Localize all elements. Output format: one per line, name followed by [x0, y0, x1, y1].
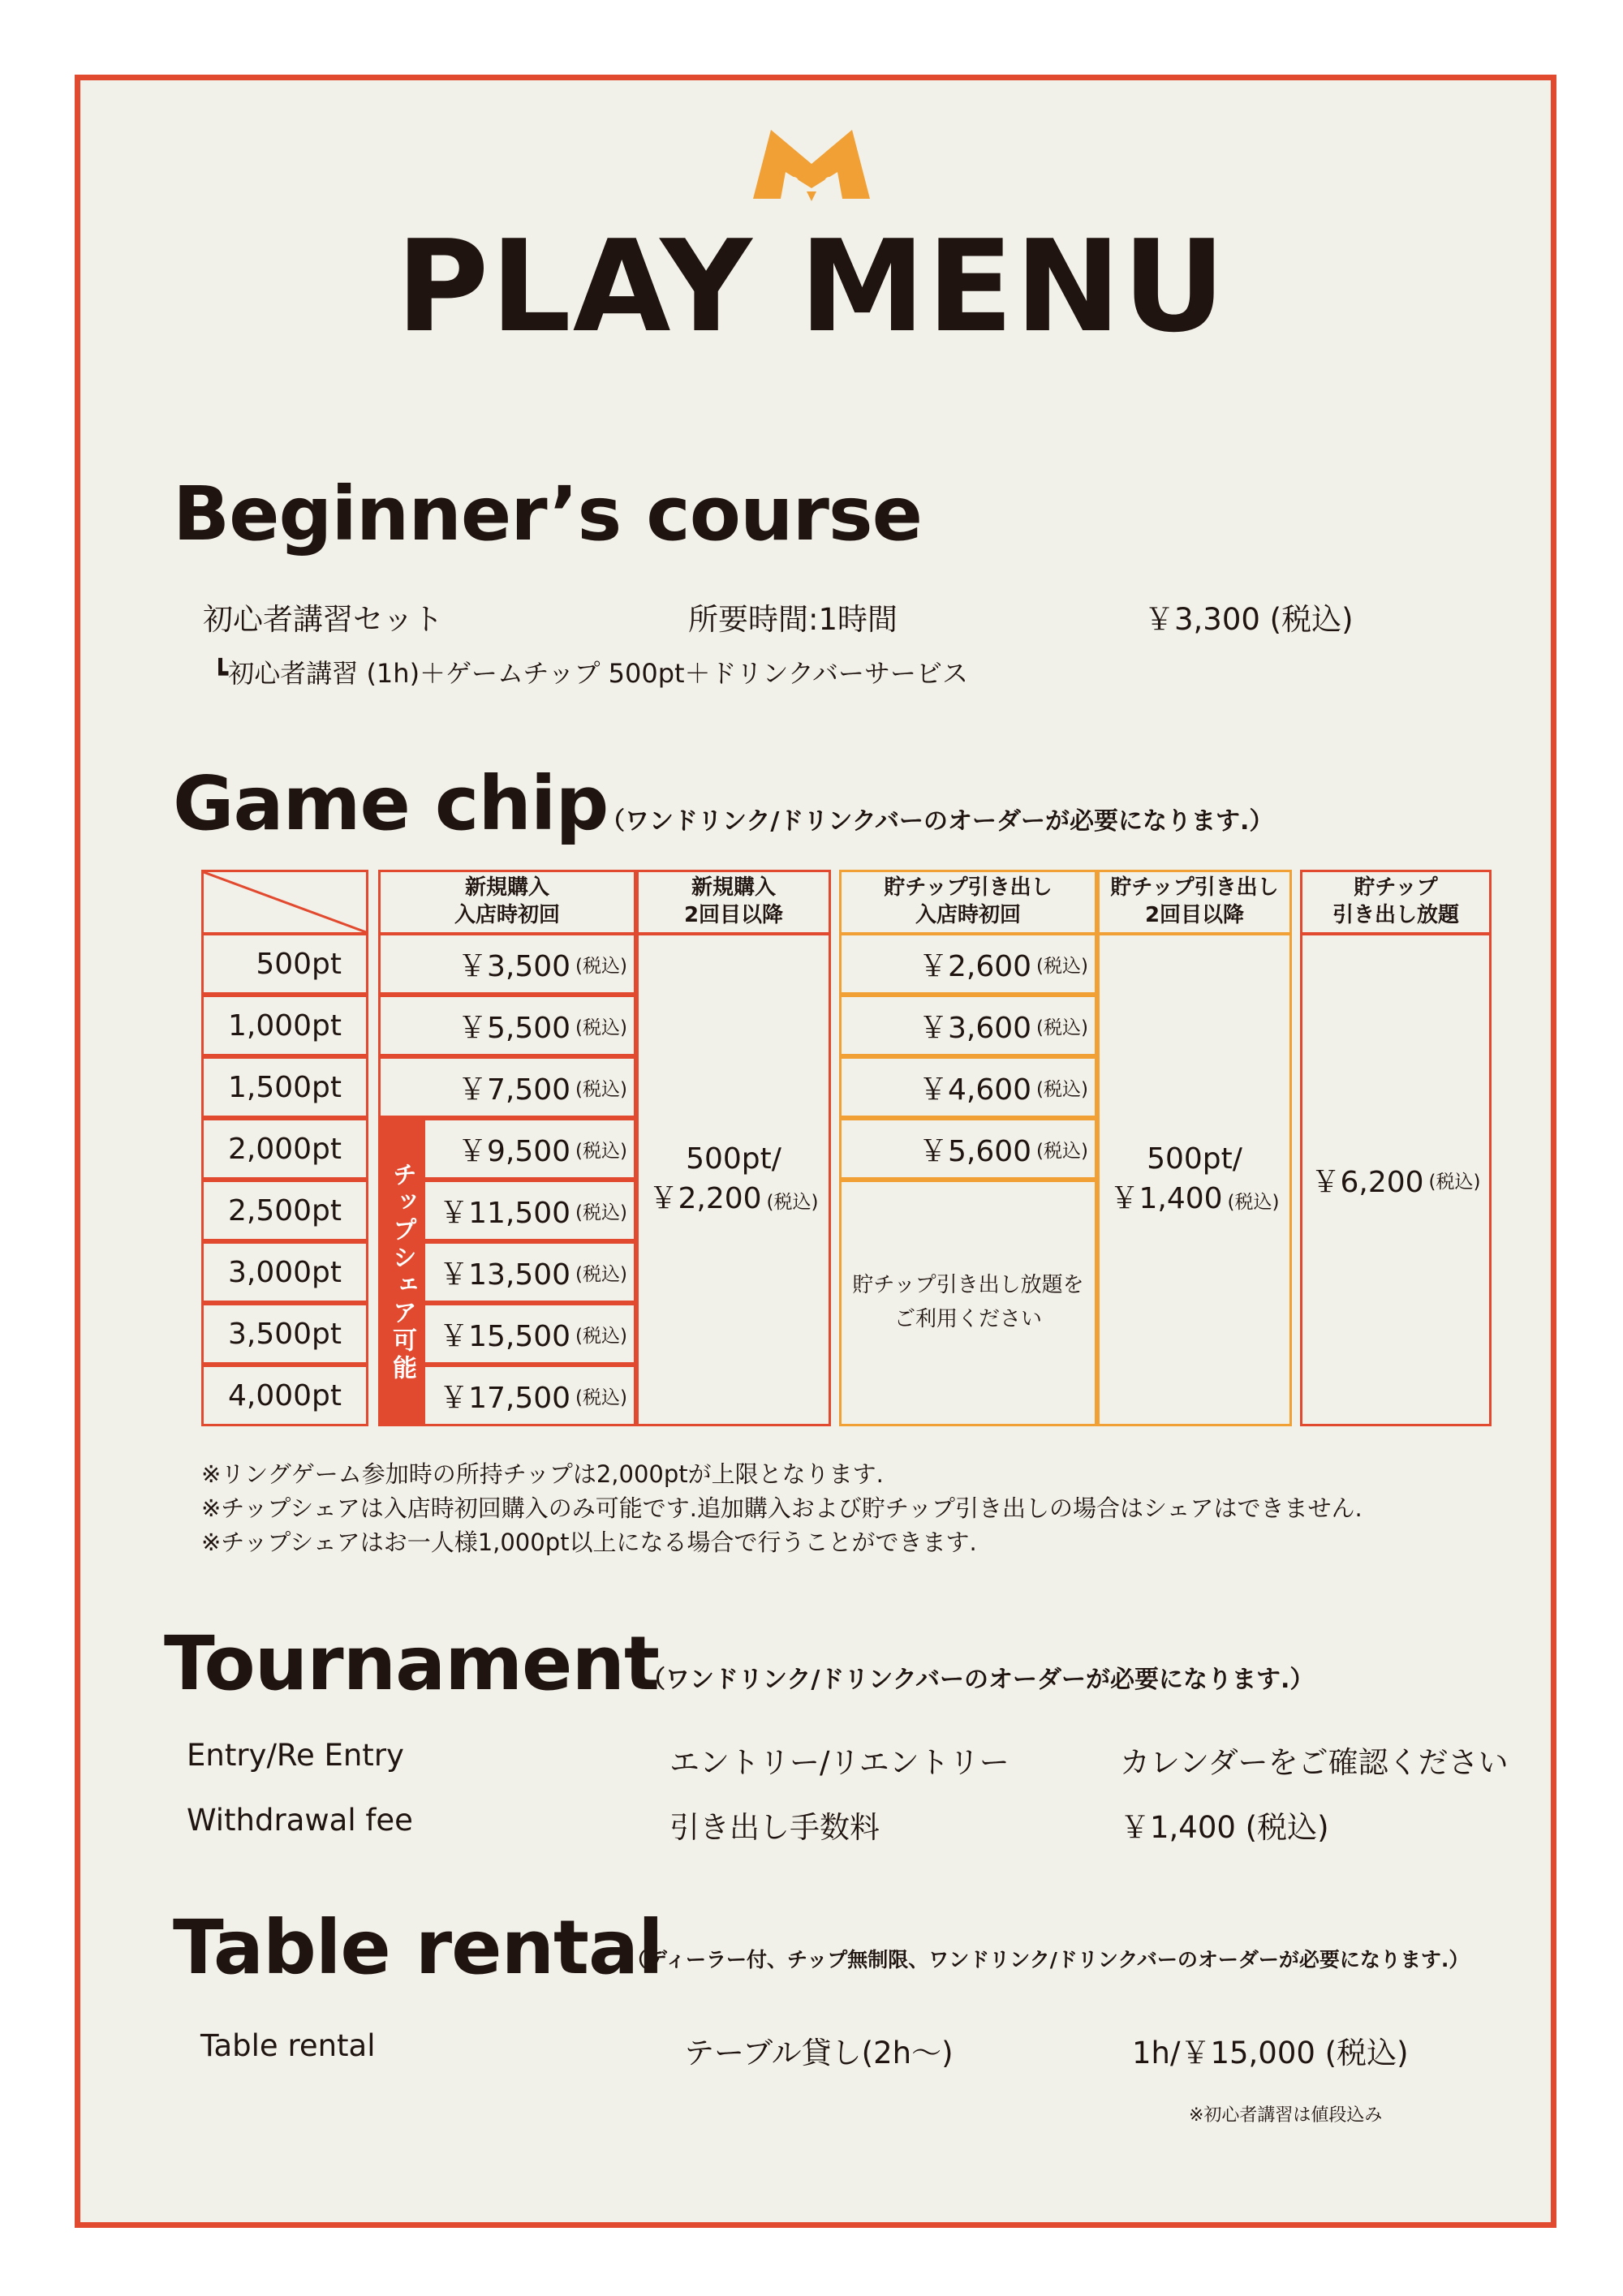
- tax-label: (税込): [575, 1202, 627, 1223]
- new-first-price-cell: [378, 995, 636, 1056]
- chip-share-label: チップシェア可能: [378, 1120, 425, 1424]
- tax-label: (税込): [1036, 1017, 1088, 1038]
- beginner-heading: Beginner’s course: [173, 471, 923, 557]
- saved-first-price-cell: [839, 995, 1097, 1056]
- unlimited-note-2: ご利用ください: [893, 1307, 1042, 1331]
- pt-cell: [201, 1056, 368, 1118]
- chip-footnote-3: ※チップシェアはお一人様1,000pt以上になる場合で行うことができます.: [201, 1529, 977, 1556]
- beginner-price: ￥3,300 (税込): [1144, 602, 1354, 637]
- tournament-entry-value: カレンダーをご確認ください: [1120, 1745, 1509, 1780]
- tournament-withdrawal-jp: 引き出し手数料: [669, 1810, 880, 1845]
- pt-cell: [201, 933, 368, 995]
- rental-note: （ディーラー付、チップ無制限、ワンドリンク/ドリンクバーのオーダーが必要になります.）: [626, 1948, 1470, 1971]
- new-second-price-cell: [636, 933, 831, 1426]
- new-first-price: ￥7,500: [457, 1073, 571, 1107]
- tax-label: (税込): [1227, 1192, 1280, 1213]
- tax-label: (税込): [1036, 1078, 1088, 1100]
- tax-label: (税込): [575, 1325, 627, 1347]
- new-first-price-cell: [378, 933, 636, 995]
- beginner-duration: 所要時間:1時間: [688, 602, 898, 637]
- tax-label: (税込): [1036, 1140, 1088, 1162]
- saved-first-price: ￥2,600: [918, 949, 1032, 983]
- game-chip-note: （ワンドリンク/ドリンクバーのオーダーが必要になります.）: [601, 807, 1274, 836]
- pt-value: 3,000pt: [227, 1255, 342, 1289]
- tax-label: (税込): [575, 1140, 627, 1162]
- tournament-withdrawal-value: ￥1,400 (税込): [1120, 1810, 1329, 1845]
- new-first-price: ￥15,500: [439, 1319, 571, 1353]
- tax-label: (税込): [766, 1192, 819, 1213]
- saved-first-price: ￥3,600: [918, 1011, 1032, 1045]
- pt-value: 1,000pt: [227, 1008, 342, 1043]
- pt-cell: [201, 1303, 368, 1365]
- pt-value: 500pt: [256, 947, 342, 981]
- saved-first-price-cell: [839, 1056, 1097, 1118]
- saved-first-price-cell: [839, 933, 1097, 995]
- beginner-item: 初心者講習セット: [203, 602, 443, 637]
- header-new-first: 新規購入 入店時初回: [378, 870, 636, 935]
- pt-value: 1,500pt: [227, 1070, 342, 1104]
- table-corner-cell: [201, 870, 368, 935]
- tournament-withdrawal-en: Withdrawal fee: [187, 1803, 413, 1838]
- pt-cell: [201, 1365, 368, 1426]
- header-new-second: 新規購入 2回目以降: [636, 870, 831, 935]
- tax-label: (税込): [575, 1263, 627, 1285]
- tournament-note: （ワンドリンク/ドリンクバーのオーダーが必要になります.）: [641, 1666, 1315, 1694]
- saved-first-price-cell: [839, 1118, 1097, 1180]
- saved-second-price: ￥1,400: [1109, 1182, 1223, 1215]
- page-title: PLAY MENU: [396, 213, 1227, 360]
- pt-cell: [201, 1118, 368, 1180]
- new-first-price: ￥13,500: [439, 1258, 571, 1292]
- rental-en: Table rental: [200, 2028, 376, 2063]
- owl-m-logo-icon: [747, 122, 876, 203]
- unlimited-note-1: 貯チップ引き出し放題を: [852, 1273, 1084, 1298]
- pt-value: 3,500pt: [227, 1317, 342, 1351]
- header-saved-second: 貯チップ引き出し 2回目以降: [1097, 870, 1292, 935]
- pt-cell: [201, 1180, 368, 1241]
- header-saved-unlimited: 貯チップ 引き出し放題: [1300, 870, 1492, 935]
- rental-footnote: ※初心者講習は値段込み: [1189, 2105, 1383, 2126]
- tournament-entry-jp: エントリー/リエントリー: [669, 1745, 1010, 1780]
- new-second-price-line: [648, 1176, 818, 1217]
- tax-label: (税込): [575, 955, 627, 977]
- tournament-entry-en: Entry/Re Entry: [187, 1738, 404, 1773]
- saved-second-pt: 500pt/: [1147, 1142, 1242, 1176]
- rental-jp: テーブル貸し(2h〜): [684, 2036, 954, 2070]
- saved-unlimited-price: ￥6,200: [1311, 1165, 1424, 1199]
- pt-cell: [201, 1241, 368, 1303]
- game-chip-heading: Game chip: [173, 760, 609, 847]
- new-first-price: ￥5,500: [457, 1011, 571, 1045]
- pt-cell: [201, 995, 368, 1056]
- new-first-price: ￥17,500: [439, 1381, 571, 1415]
- chip-footnote-2: ※チップシェアは入店時初回購入のみ可能です.追加購入および貯チップ引き出しの場合はシェアはできません.: [201, 1494, 1363, 1522]
- rental-price: 1h/￥15,000 (税込): [1132, 2036, 1409, 2070]
- saved-first-price: ￥5,600: [918, 1134, 1032, 1168]
- rental-heading: Table rental: [173, 1904, 663, 1991]
- new-first-price: ￥9,500: [457, 1134, 571, 1168]
- new-first-price-cell: [378, 1056, 636, 1118]
- saved-second-price-line: [1109, 1176, 1279, 1217]
- pt-value: 4,000pt: [227, 1378, 342, 1412]
- new-first-price: ￥11,500: [439, 1196, 571, 1230]
- new-first-price: ￥3,500: [457, 949, 571, 983]
- tax-label: (税込): [575, 1017, 627, 1038]
- saved-unlimited-note-cell: [839, 1180, 1097, 1426]
- new-second-price: ￥2,200: [648, 1182, 762, 1215]
- tax-label: (税込): [575, 1387, 627, 1408]
- header-saved-first: 貯チップ引き出し 入店時初回: [839, 870, 1097, 935]
- saved-unlimited-price-cell: [1300, 933, 1492, 1426]
- tax-label: (税込): [1428, 1171, 1481, 1193]
- chip-footnote-1: ※リングゲーム参加時の所持チップは2,000ptが上限となります.: [201, 1460, 884, 1488]
- beginner-detail: ┗初心者講習 (1h)＋ゲームチップ 500pt＋ドリンクバーサービス: [213, 658, 968, 689]
- tournament-heading: Tournament: [164, 1620, 659, 1707]
- saved-first-price: ￥4,600: [918, 1073, 1032, 1107]
- saved-second-price-cell: [1097, 933, 1292, 1426]
- pt-value: 2,500pt: [227, 1193, 342, 1228]
- tax-label: (税込): [575, 1078, 627, 1100]
- new-second-pt: 500pt/: [686, 1142, 781, 1176]
- pt-value: 2,000pt: [227, 1132, 342, 1166]
- tax-label: (税込): [1036, 955, 1088, 977]
